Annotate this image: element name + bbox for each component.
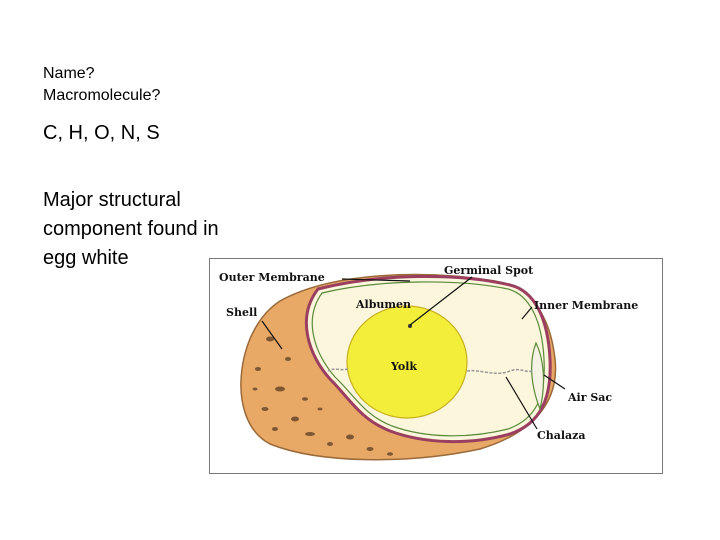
egg-diagram-svg (210, 259, 662, 473)
label-yolk: Yolk (391, 360, 418, 373)
name-question: Name? (43, 65, 95, 82)
description-line: Major structural component found in egg white (43, 189, 219, 269)
label-air-sac: Air Sac (568, 391, 613, 404)
label-albumen: Albumen (356, 298, 412, 311)
label-germinal-spot: Germinal Spot (444, 264, 534, 277)
egg-diagram (209, 258, 663, 474)
elements-formula: C, H, O, N, S (43, 122, 160, 144)
label-shell: Shell (226, 306, 258, 319)
label-chalaza: Chalaza (537, 429, 586, 442)
label-outer-membrane: Outer Membrane (219, 271, 325, 284)
label-inner-membrane: Inner Membrane (534, 299, 639, 312)
macromolecule-question: Macromolecule? (43, 87, 161, 104)
